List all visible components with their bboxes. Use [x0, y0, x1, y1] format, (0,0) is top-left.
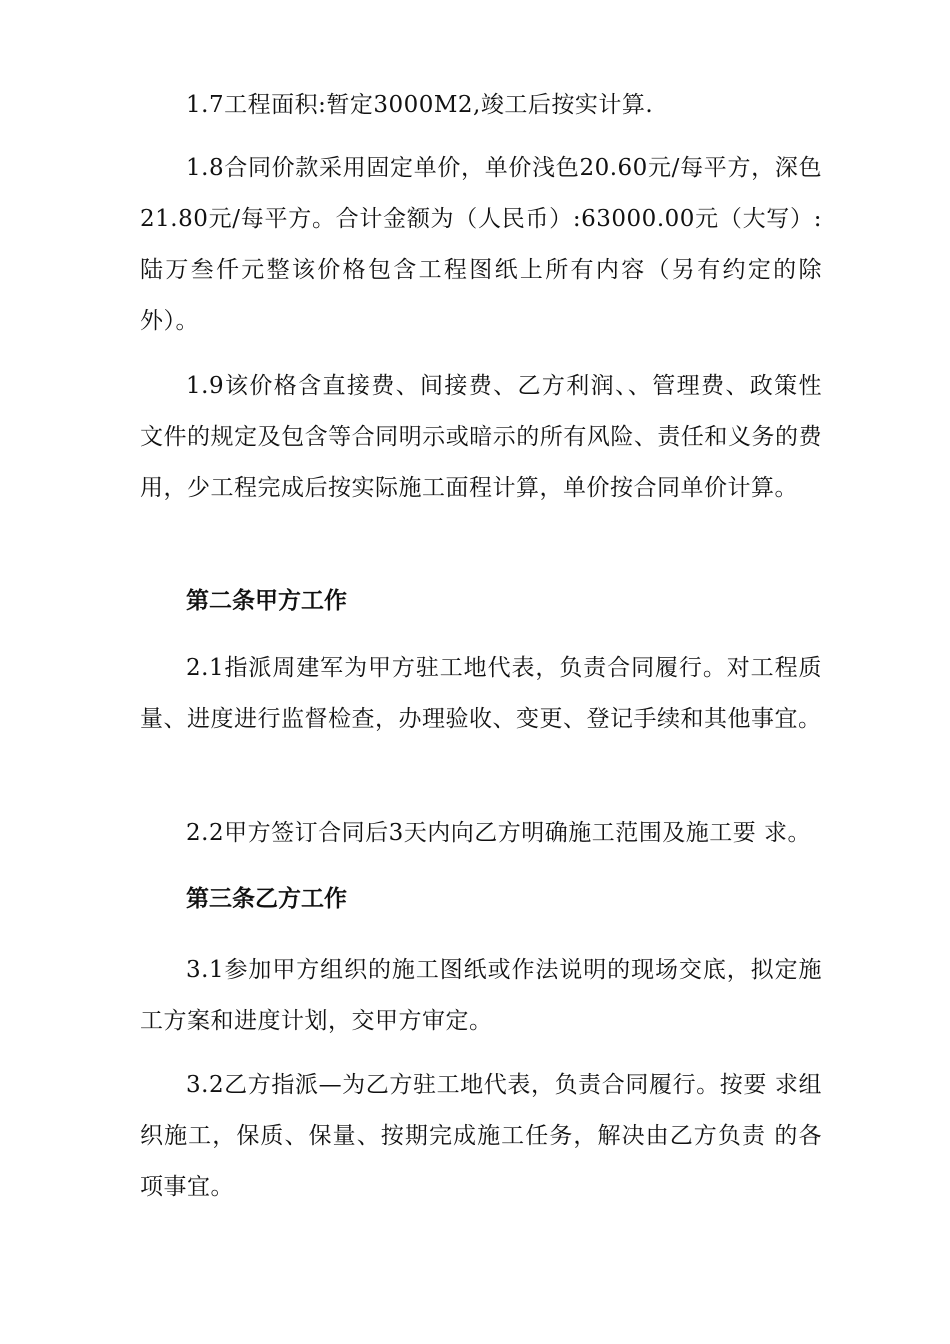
section-heading-3: 第三条乙方工作 [186, 886, 347, 912]
clause-3-2: 3.2乙方指派—为乙方驻工地代表，负责合同履行。按要 求组织施工，保质、保量、按期完成施工任务，解决由乙方负责 的各项事宜。 [140, 1072, 822, 1200]
clause-2-1: 2.1指派周建军为甲方驻工地代表，负责合同履行。对工程质量、进度进行监督检查，办理验收、变更、登记手续和其他事宜。 [140, 655, 822, 732]
clause-1-7: 1.7工程面积:暂定3000M2,竣工后按实计算. [186, 92, 654, 118]
clause-1-8: 1.8合同价款采用固定单价，单价浅色20.60元/每平方，深色21.80元/每平方。合计金额为（人民币）:63000.00元（大写）: 陆万叁仟元整该价格包含工程图纸上所有内容（另有约定的除 外）。 [140, 155, 822, 334]
clause-1-9: 1.9该价格含直接费、间接费、乙方利润、、管理费、政策性文件的规定及包含等合同明示或暗示的所有风险、责任和义务的费用，少工程完成后按实际施工面程计算，单价按合同单价计算。 [140, 373, 822, 501]
section-heading-2: 第二条甲方工作 [186, 588, 347, 614]
clause-2-2: 2.2甲方签订合同后3天内向乙方明确施工范围及施工要 求。 [186, 820, 812, 846]
clause-3-1: 3.1参加甲方组织的施工图纸或作法说明的现场交底，拟定施工方案和进度计划，交甲方审定。 [140, 957, 822, 1034]
